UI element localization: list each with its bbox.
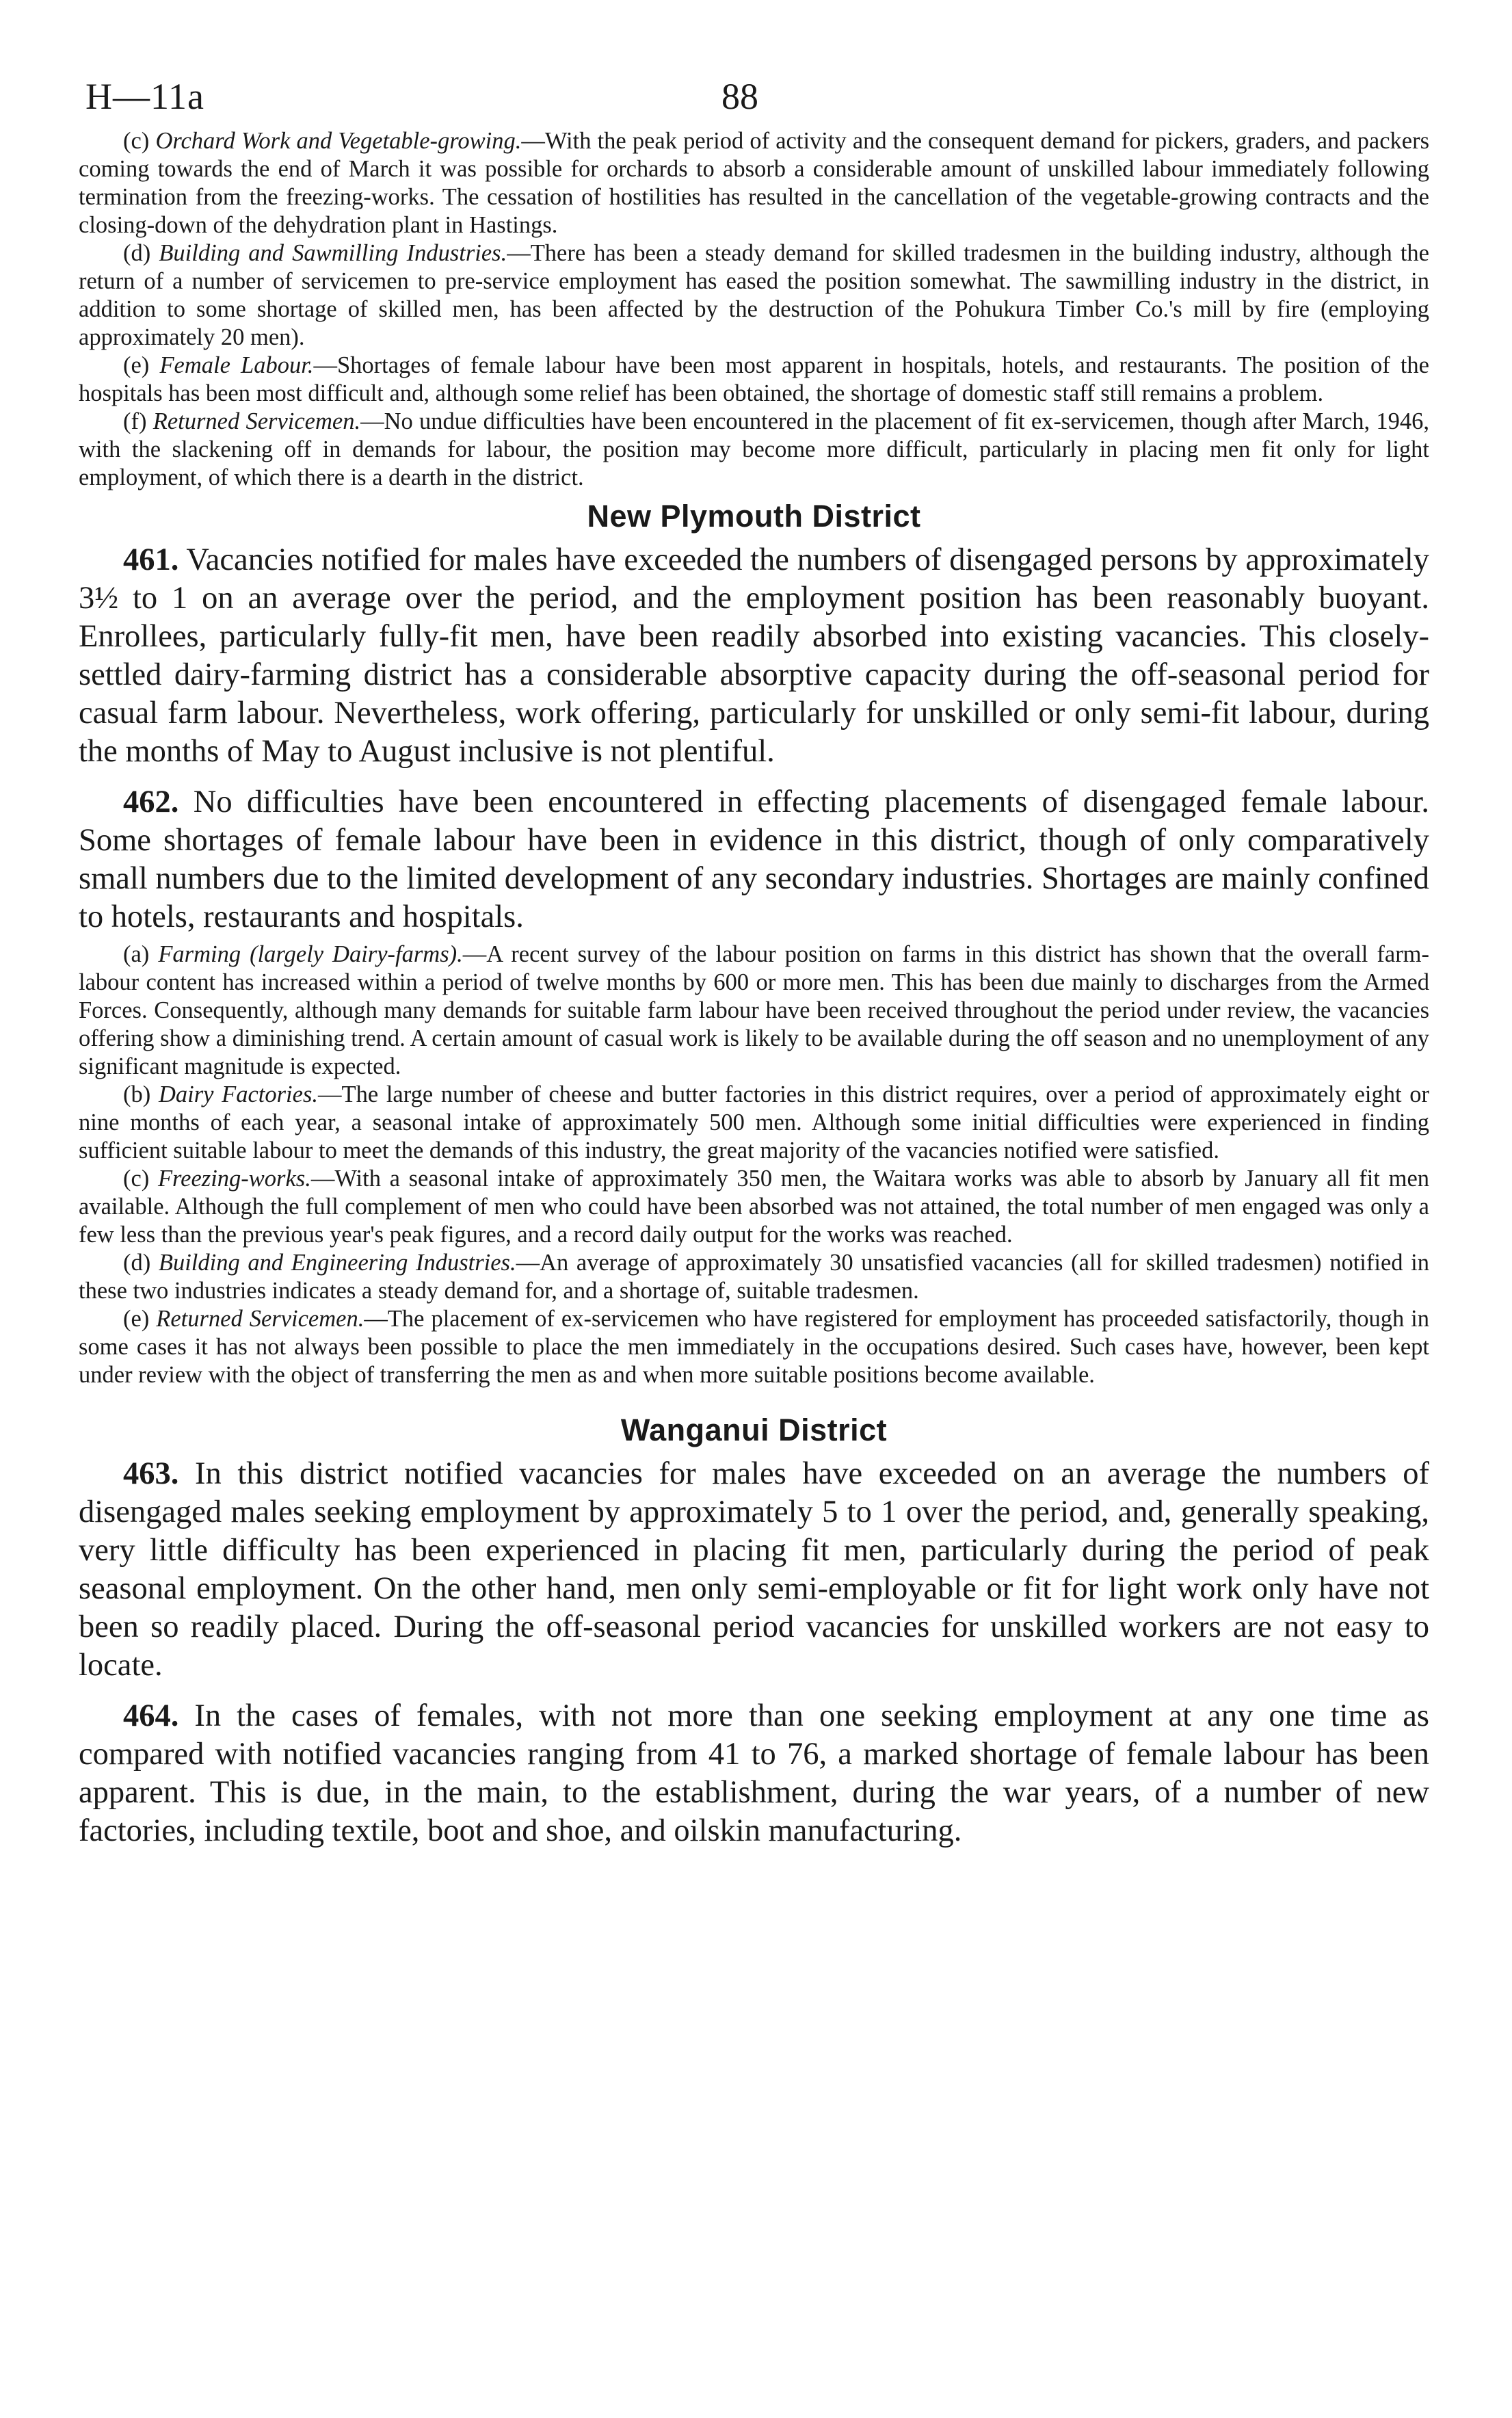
paragraph-number: 464. xyxy=(123,1698,179,1733)
section-heading-new-plymouth: New Plymouth District xyxy=(587,499,921,534)
subheading: Female Labour. xyxy=(159,352,314,378)
document-page xyxy=(79,75,1429,1850)
paragraph-number: 462. xyxy=(123,785,179,819)
subheading: Returned Servicemen. xyxy=(152,408,361,434)
subheading: Freezing-works. xyxy=(157,1166,311,1192)
paragraph-463: 463. In this district notified vacancies for males have exceeded on an average the numbers of disengaged males seeking employment by approximately 5 to 1 over the period, and, generally speaking, very little difficulty has been experienced in placing fit men, particularly during the period of peak seasonal employment. On the other hand, men only semi-employable or fit for light work only have not been so readily placed. During the off-seasonal period vacancies for unskilled workers are not easy to locate. xyxy=(79,1456,1429,1683)
paragraph-freezing-works: (c) Freezing-works.—With a seasonal intake of approximately 350 men, the Waitara works was able to absorb by January all fit men available. Although the full complement of men who could have been absorbed was not attained, the total number of men engaged was only a few less than the previous year's peak figures, and a record daily output for the works was reached. xyxy=(79,1166,1430,1248)
subheading: Farming (largely Dairy-farms). xyxy=(158,941,463,967)
subheading: Building and Engineering Industries. xyxy=(158,1250,516,1276)
subheading: Returned Servicemen. xyxy=(156,1306,364,1332)
subheading: Building and Sawmilling Industries. xyxy=(159,240,507,266)
paragraph-returned-servicemen-np: (e) Returned Servicemen.—The placement of ex-servicemen who have registered for employment has proceeded satisfactorily, though in some cases it has not always been possible to place the men immediately in the occupations desired. Such cases have, however, been kept under review with the object of transferring the men as and when more suitable positions become available. xyxy=(79,1306,1430,1388)
paragraph-female-labour: (e) Female Labour.—Shortages of female labour have been most apparent in hospitals, hotels, and restaurants. The position of the hospitals has been most difficult and, although some relief has been obtained, the shortage of domestic staff still remains a problem. xyxy=(79,352,1429,406)
section-heading-wanganui: Wanganui District xyxy=(620,1412,888,1447)
paragraph-building-engineering: (d) Building and Engineering Industries.—An average of approximately 30 unsatisfied vacancies (all for skilled tradesmen) notified in these two industries indicates a steady demand for, and a shortage of, suitable tradesmen. xyxy=(79,1250,1429,1304)
paragraph-orchard-work: (c) Orchard Work and Vegetable-growing.—With the peak period of activity and the consequent demand for pickers, graders, and packers coming towards the end of March it was possible for orchards to absorb a considerable amount of unskilled labour immediately following termination from the freezing-works. The cessation of hostilities has resulted in the cancellation of the vegetable-growing contracts and the closing-down of the dehydration plant in Hastings. xyxy=(79,128,1430,238)
paragraph-461: 461. Vacancies notified for males have exceeded the numbers of disengaged persons by approximately 3½ to 1 on an average over the period, and the employment position has been reasonably buoyant. Enrollees, particularly fully-fit men, have been readily absorbed into existing vacancies. This closely-settled dairy-farming district has a considerable absorptive capacity during the off-seasonal period for casual farm labour. Nevertheless, work offering, particularly for unskilled or only semi-fit labour, during the months of May to August inclusive is not plentiful. xyxy=(79,542,1429,769)
paragraph-farming: (a) Farming (largely Dairy-farms).—A recent survey of the labour position on farms in this district has shown that the overall farm-labour content has increased within a period of twelve months by 600 or more men. This has been due mainly to discharges from the Armed Forces. Consequently, although many demands for suitable farm labour have been received throughout the period under review, the vacancies offering show a diminishing trend. A certain amount of casual work is likely to be available during the off season and no unemployment of any significant magnitude is expected. xyxy=(79,941,1430,1079)
page-header xyxy=(79,75,1429,123)
subheading: Dairy Factories. xyxy=(158,1081,318,1107)
paragraph-returned-servicemen: (f) Returned Servicemen.—No undue difficulties have been encountered in the placement of fit ex-servicemen, though after March, 1946, with the slackening off in demands for labour, the position may become more difficult, particularly in placing men fit only for light employment, of which there is a dearth in the district. xyxy=(79,408,1430,490)
paragraph-dairy-factories: (b) Dairy Factories.—The large number of cheese and butter factories in this district requires, over a period of approximately eight or nine months of each year, a seasonal intake of approximately 500 men. Although some initial difficulties were experienced in finding sufficient suitable labour to meet the demands of this industry, the great majority of the vacancies notified were satisfied. xyxy=(79,1081,1430,1164)
paragraph-number: 463. xyxy=(123,1456,179,1491)
paragraph-462: 462. No difficulties have been encountered in effecting placements of disengaged female labour. Some shortages of female labour have been in evidence in this district, though of only comparatively small numbers due to the limited development of any secondary industries. Shortages are mainly confined to hotels, restaurants and hospitals. xyxy=(79,785,1429,934)
paragraph-464: 464. In the cases of females, with not more than one seeking employment at any one time as compared with notified vacancies ranging from 41 to 76, a marked shortage of female labour has been apparent. This is due, in the main, to the establishment, during the war years, of a number of new factories, including textile, boot and shoe, and oilskin manufacturing. xyxy=(79,1698,1429,1848)
paragraph-number: 461. xyxy=(123,542,179,577)
subheading: Orchard Work and Vegetable-growing. xyxy=(155,128,522,154)
paragraph-building-sawmilling: (d) Building and Sawmilling Industries.—There has been a steady demand for skilled tradesmen in the building industry, although the return of a number of servicemen to pre-service employment has eased the position somewhat. The sawmilling industry in the district, in addition to some shortage of skilled men, has been affected by the destruction of the Pohukura Timber Co.'s mill by fire (employing approximately 20 men). xyxy=(79,240,1429,350)
report-code: H—11a xyxy=(85,76,204,117)
page-number: 88 xyxy=(721,76,758,117)
